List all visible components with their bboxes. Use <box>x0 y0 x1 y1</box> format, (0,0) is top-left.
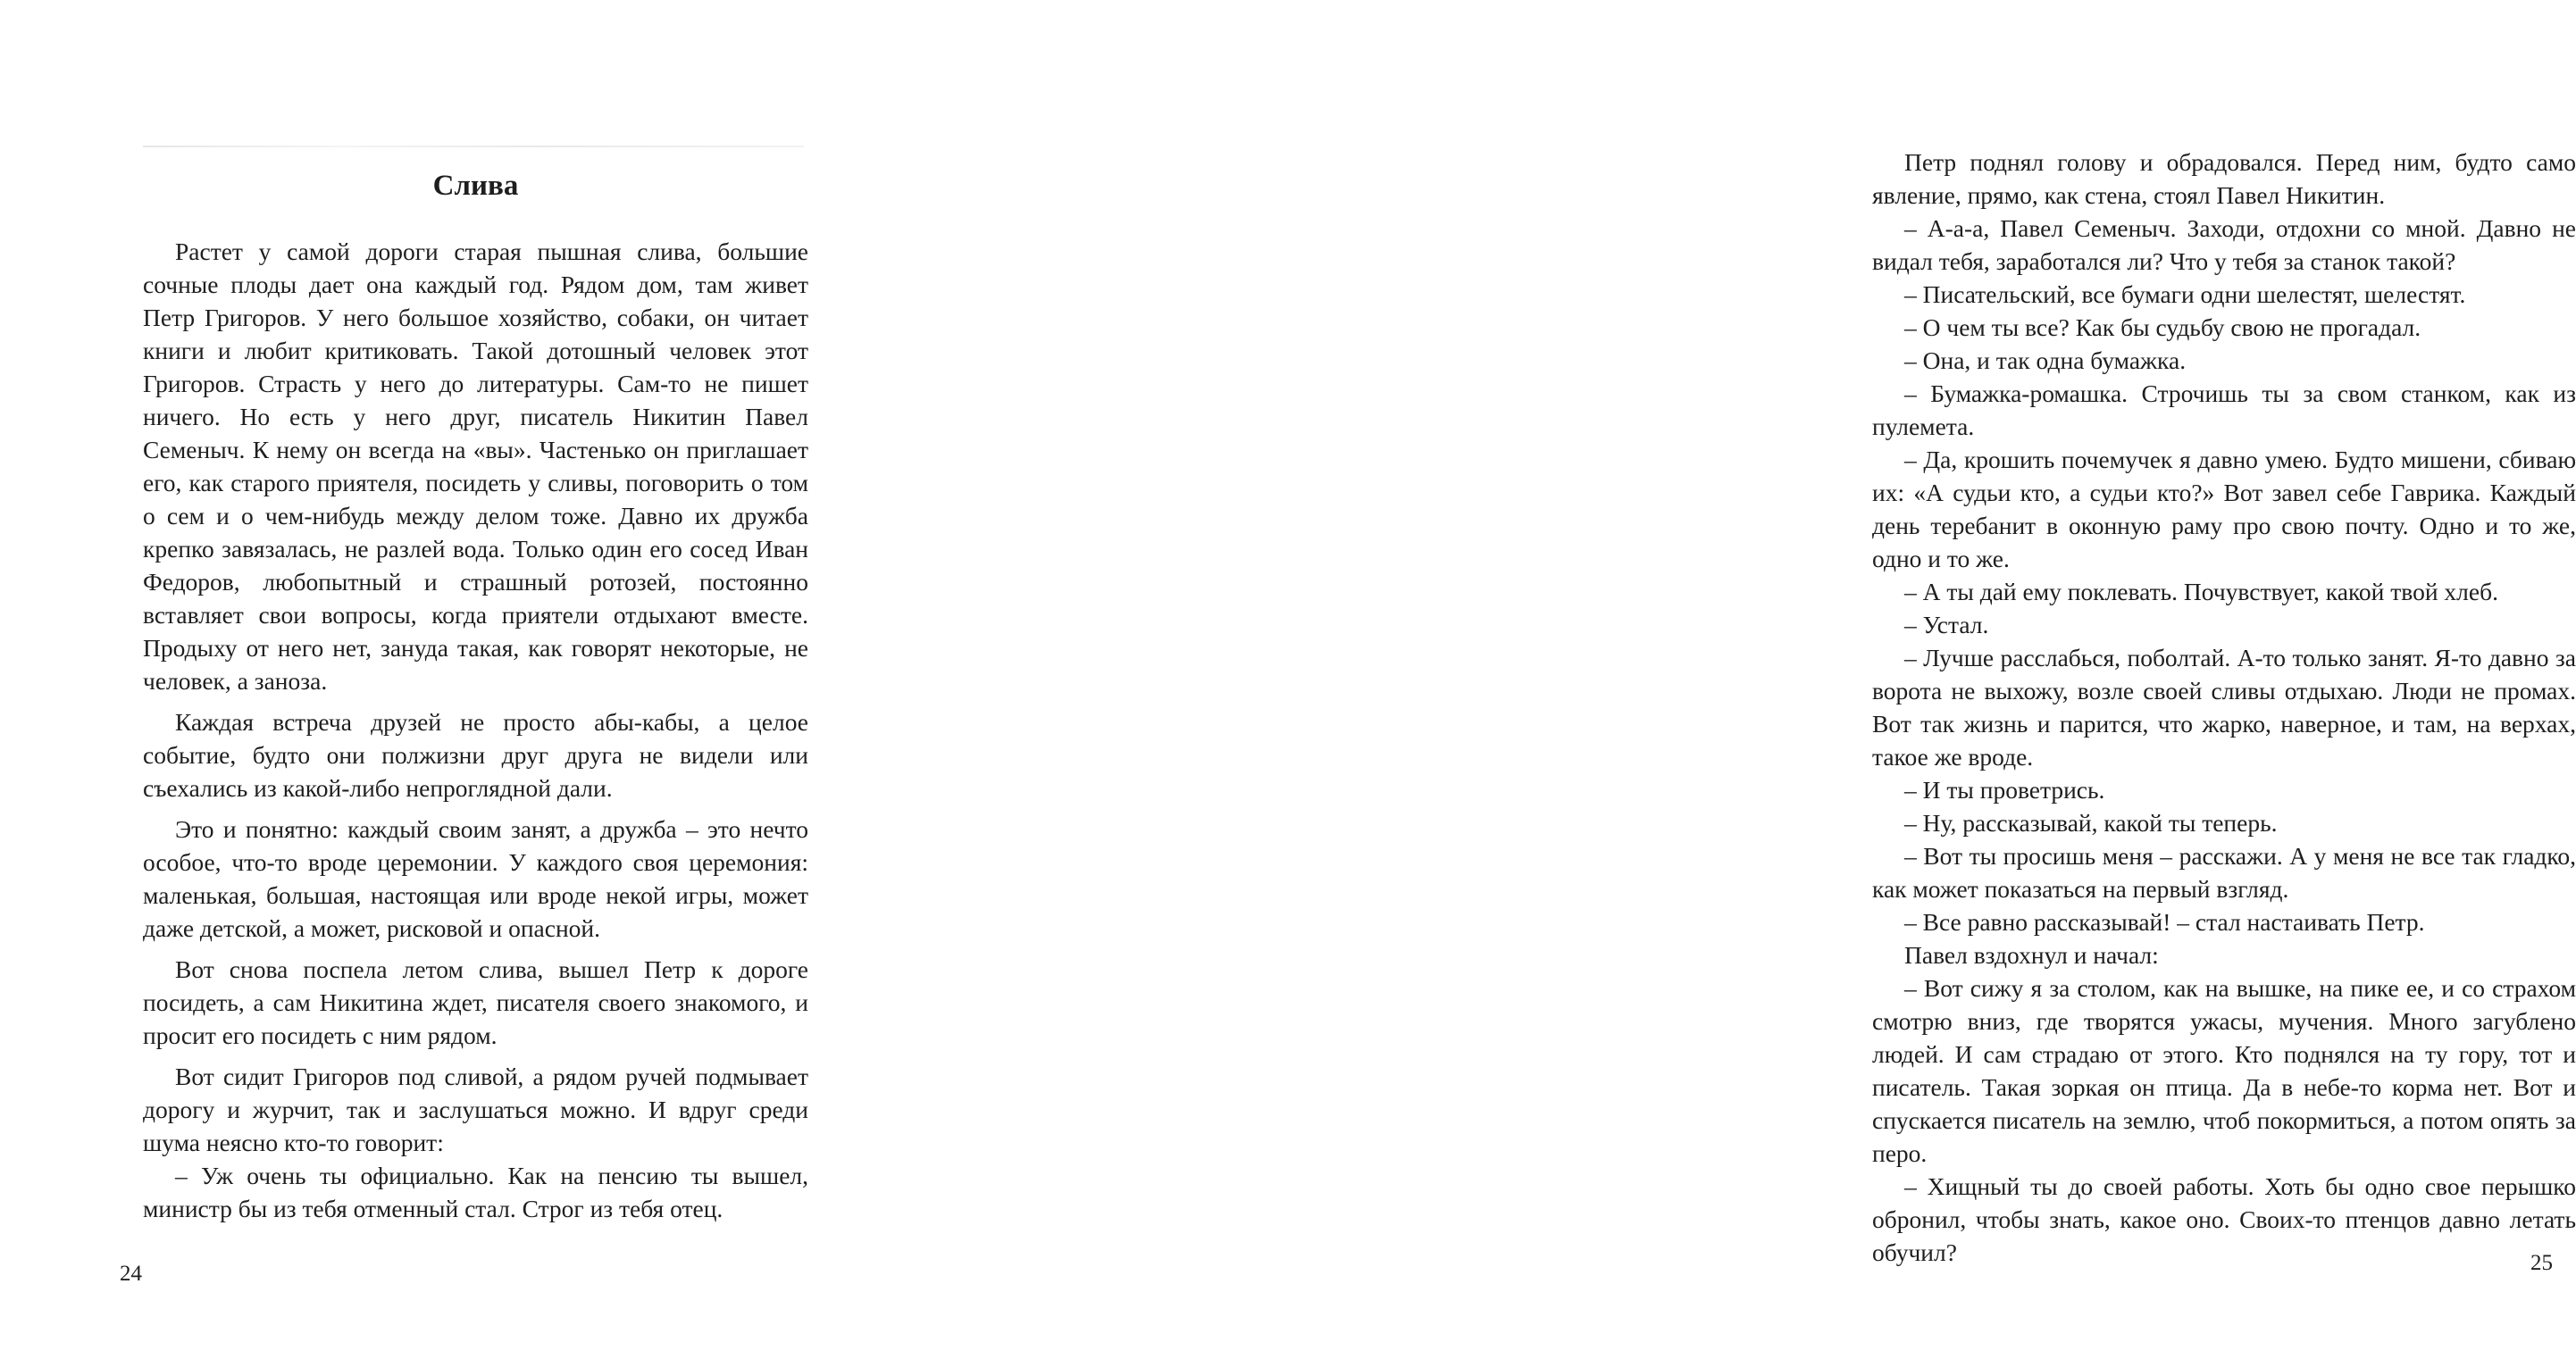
paragraph: – Она, и так одна бумажка. <box>1904 346 2187 374</box>
paragraph: Каждая встреча друзей не просто абы-кабы, а целое событие, будто они полжизни друг друга не видели или съехались из какой-либо непроглядной дали. <box>143 708 808 802</box>
chapter-title: Слива <box>432 170 519 202</box>
paragraph: – Да, крошить почемучек я давно умею. Будто мишени, сбиваю их: «А судьи кто, а судьи кто?» Вот завел себе Гаврика. Каждый день теребанит в оконную раму про свою почту. Одно и то же, одно и то же. <box>1872 446 2576 572</box>
paragraph: – Лучше расслабься, поболтай. А-то только занят. Я-то давно за ворота не выхожу, возле своей сливы отдыхаю. Люди не промах. Вот так жизнь и парится, что жарко, наверное, и там, на верхах, такое же вроде. <box>1872 644 2576 771</box>
right-page-text <box>1872 146 2576 1269</box>
paragraph: – Все равно рассказывай! – стал настаивать Петр. <box>1904 908 2425 936</box>
paragraph: Растет у самой дороги старая пышная слива, большие сочные плоды дает она каждый год. Рядом дом, там живет Петр Григоров. У него большое хозяйство, собаки, он читает книги и любит критиковать. Такой дотошный человек этот Григоров. Страсть у него до литературы. Сам-то не пишет ничего. Но есть у него друг, писатель Никитин Павел Семеныч. К нему он всегда на «вы». Частенько он приглашает его, как старого приятеля, посидеть у сливы, поговорить о том о сем и о чем-нибудь между делом тоже. Давно их дружба крепко завязалась, не разлей вода. Только один его сосед Иван Федоров, любопытный и страшный ротозей, постоянно вставляет свои вопросы, когда приятели отдыхают вместе. Продыху от него нет, зануда такая, как говорят некоторые, не человек, а заноза. <box>143 238 808 695</box>
paragraph: – Вот сижу я за столом, как на вышке, на пике ее, и со страхом смотрю вниз, где творятся ужасы, мучения. Много загублено людей. И сам страдаю от этого. Кто поднялся на ту гору, тот и писатель. Такая зоркая он птица. Да в небе-то корма нет. Вот и спускается писатель на землю, чтоб покормиться, а потом опять за перо. <box>1872 974 2576 1167</box>
paragraph: – Бумажка-ромашка. Строчишь ты за свом станком, как из пулемета. <box>1872 379 2576 440</box>
header-rule <box>143 146 804 147</box>
paragraph: – Хищный ты до своей работы. Хоть бы одно свое перышко обронил, чтобы знать, какое оно. Своих-то птенцов давно летать обучил? <box>1872 1172 2576 1266</box>
paragraph: – Вот ты просишь меня – расскажи. А у меня не все так гладко, как может показаться на первый взгляд. <box>1872 842 2576 903</box>
paragraph: Петр поднял голову и обрадовался. Перед ним, будто само явление, прямо, как стена, стоял Павел Никитин. <box>1872 148 2576 209</box>
paragraph: – Ну, рассказывай, какой ты теперь. <box>1904 809 2278 837</box>
paragraph: Это и понятно: каждый своим занят, а дружба – это нечто особое, что-то вроде церемонии. У каждого своя церемония: маленькая, большая, настоящая или вроде некой игры, может даже детской, а может, рисковой и опасной. <box>143 815 808 942</box>
paragraph: – А-а-а, Павел Семеныч. Заходи, отдохни со мной. Давно не видал тебя, заработался ли? Что у тебя за станок такой? <box>1872 214 2576 275</box>
left-page <box>0 0 893 1359</box>
paragraph: – Писательский, все бумаги одни шелестят, шелестят. <box>1904 280 2466 308</box>
page-number: 24 <box>120 1262 142 1286</box>
left-page-text <box>143 235 808 1225</box>
paragraph: Вот сидит Григоров под сливой, а рядом ручей подмывает дорогу и журчит, так и заслушаться можно. И вдруг среди шума неясно кто-то говорит: <box>143 1063 808 1156</box>
paragraph: – И ты проветрись. <box>1904 776 2105 804</box>
paragraph: Вот снова поспела летом слива, вышел Петр к дороге посидеть, а сам Никитина ждет, писателя своего знакомого, и просит его посидеть с ним рядом. <box>143 955 808 1049</box>
paragraph: – А ты дай ему поклевать. Почувствует, какой твой хлеб. <box>1904 578 2498 605</box>
paragraph: – О чем ты все? Как бы судьбу свою не прогадал. <box>1904 313 2421 341</box>
right-page <box>893 0 2576 1359</box>
paragraph: – Уж очень ты официально. Как на пенсию ты вышел, министр бы из тебя отменный стал. Строг из тебя отец. <box>143 1162 808 1222</box>
paragraph: Павел вздохнул и начал: <box>1904 941 2159 969</box>
page-number: 25 <box>2530 1251 2553 1275</box>
paragraph: – Устал. <box>1904 611 1989 638</box>
